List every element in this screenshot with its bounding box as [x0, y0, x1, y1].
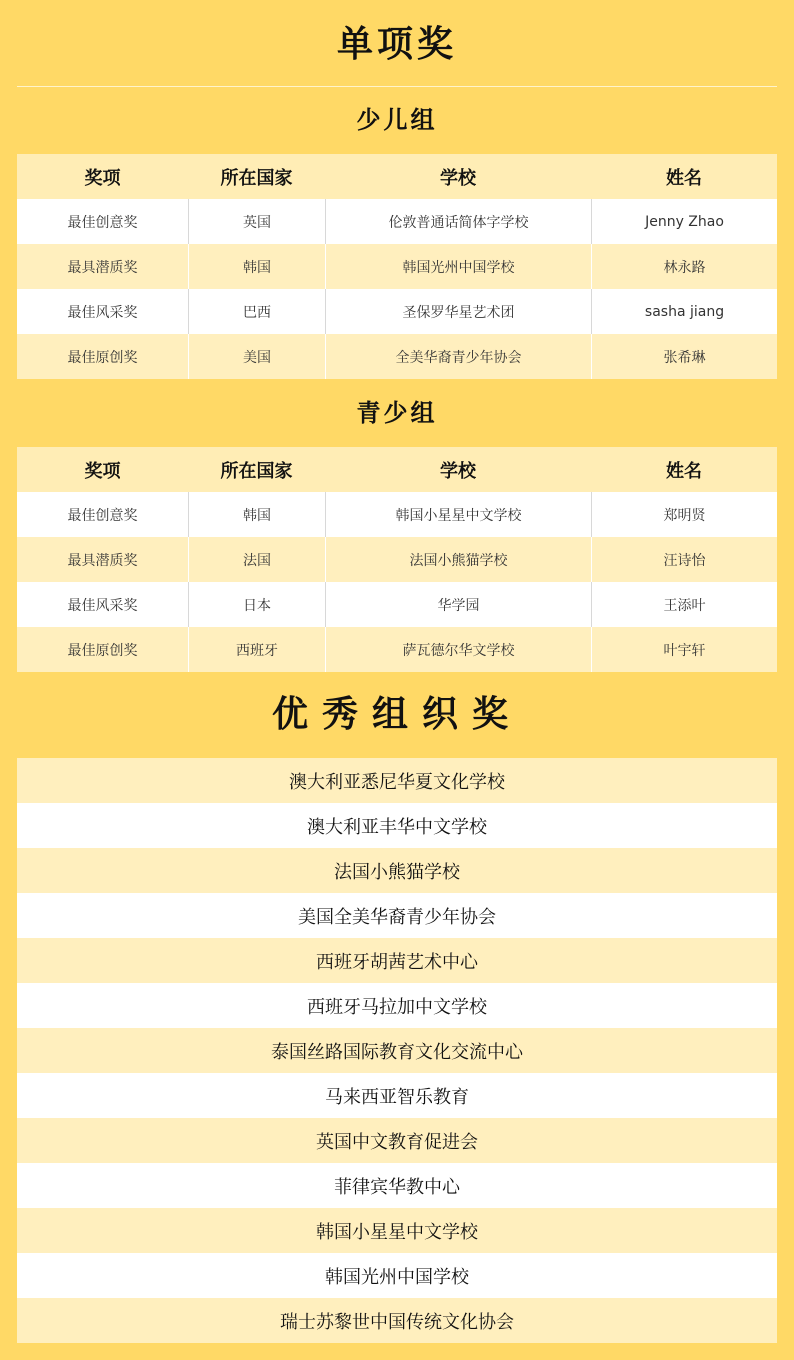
header-country: 所在国家: [220, 460, 293, 482]
list-item: 马来西亚智乐教育: [17, 1073, 777, 1118]
table-row: [17, 537, 777, 582]
header-award: 奖项: [84, 167, 121, 189]
cell-country: 美国: [188, 334, 325, 379]
list-item: 法国小熊猫学校: [17, 848, 777, 893]
header-school: 学校: [440, 460, 476, 482]
cell-school: 全美华裔青少年协会: [325, 334, 591, 379]
org-award-title: 优秀组织奖: [271, 693, 522, 735]
cell-award: 最佳风采奖: [67, 597, 138, 614]
cell-name: 郑明贤: [591, 492, 777, 537]
cell-name: 汪诗怡: [591, 537, 777, 582]
list-item: 英国中文教育促进会: [17, 1118, 777, 1163]
award-table-teens: [17, 447, 777, 672]
cell-award: 最佳风采奖: [67, 304, 138, 321]
cell-award: 最佳创意奖: [67, 214, 138, 231]
cell-name: sasha jiang: [591, 289, 777, 334]
table-row: [17, 582, 777, 627]
cell-award: 最佳原创奖: [67, 349, 138, 366]
cell-name: 张希琳: [591, 334, 777, 379]
list-item: 澳大利亚悉尼华夏文化学校: [17, 758, 777, 803]
header-name: 姓名: [666, 167, 702, 189]
org-award-list: [17, 758, 777, 1343]
cell-name: 叶宇轩: [591, 627, 777, 672]
cell-country: 西班牙: [188, 627, 325, 672]
section-title-teens: 青少组: [356, 398, 438, 427]
table-row: [17, 244, 777, 289]
cell-school: 伦敦普通话简体字学校: [325, 199, 591, 244]
cell-country: 日本: [188, 582, 325, 627]
cell-country: 巴西: [188, 289, 325, 334]
cell-country: 英国: [188, 199, 325, 244]
header-country: 所在国家: [220, 167, 293, 189]
cell-school: 韩国光州中国学校: [325, 244, 591, 289]
cell-country: 韩国: [188, 492, 325, 537]
list-item: 韩国光州中国学校: [17, 1253, 777, 1298]
cell-award: 最佳原创奖: [67, 642, 138, 659]
cell-name: Jenny Zhao: [591, 199, 777, 244]
table-row: [17, 199, 777, 244]
cell-name: 王添叶: [591, 582, 777, 627]
list-item: 韩国小星星中文学校: [17, 1208, 777, 1253]
list-item: 菲律宾华教中心: [17, 1163, 777, 1208]
list-item: 泰国丝路国际教育文化交流中心: [17, 1028, 777, 1073]
table-row: [17, 334, 777, 379]
list-item: 美国全美华裔青少年协会: [17, 893, 777, 938]
cell-award: 最具潜质奖: [67, 259, 138, 276]
header-name: 姓名: [666, 460, 702, 482]
list-item: 瑞士苏黎世中国传统文化协会: [17, 1298, 777, 1343]
title-divider: [17, 86, 777, 87]
table-header-row: [17, 447, 777, 492]
table-header-row: [17, 154, 777, 199]
page-title: 单项奖: [336, 23, 457, 65]
list-item: 西班牙马拉加中文学校: [17, 983, 777, 1028]
header-school: 学校: [440, 167, 476, 189]
cell-country: 韩国: [188, 244, 325, 289]
table-row: [17, 289, 777, 334]
cell-award: 最具潜质奖: [67, 552, 138, 569]
cell-award: 最佳创意奖: [67, 507, 138, 524]
table-row: [17, 627, 777, 672]
list-item: 澳大利亚丰华中文学校: [17, 803, 777, 848]
cell-school: 萨瓦德尔华文学校: [325, 627, 591, 672]
cell-school: 韩国小星星中文学校: [325, 492, 591, 537]
list-item: 西班牙胡茜艺术中心: [17, 938, 777, 983]
award-table-children: [17, 154, 777, 379]
section-title-children: 少儿组: [356, 105, 438, 134]
cell-school: 华学园: [325, 582, 591, 627]
cell-name: 林永路: [591, 244, 777, 289]
cell-school: 圣保罗华星艺术团: [325, 289, 591, 334]
table-row: [17, 492, 777, 537]
cell-school: 法国小熊猫学校: [325, 537, 591, 582]
header-award: 奖项: [84, 460, 121, 482]
cell-country: 法国: [188, 537, 325, 582]
